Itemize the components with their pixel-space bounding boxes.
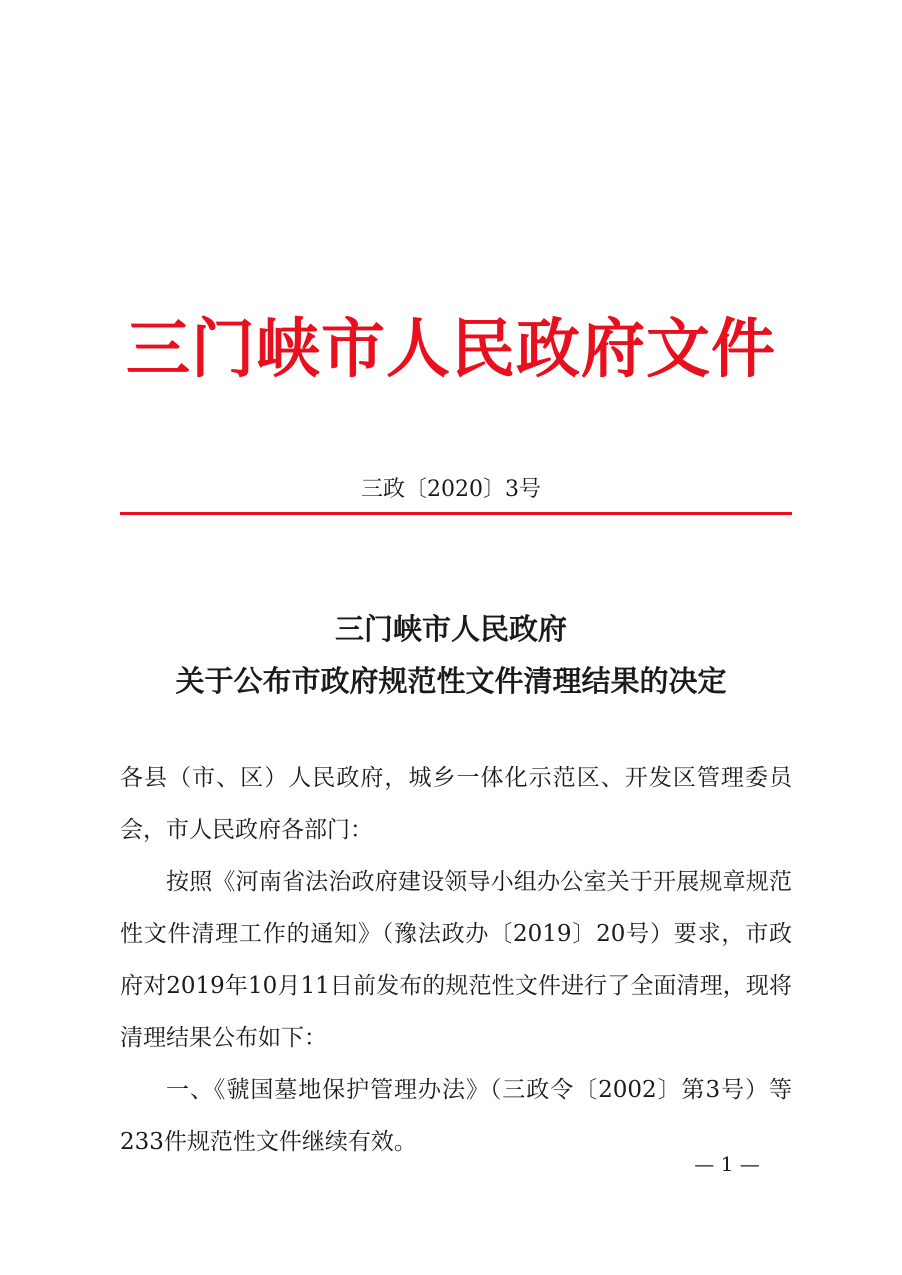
body-paragraph-1: 按照《河南省法治政府建设领导小组办公室关于开展规章规范性文件清理工作的通知》（豫法政办〔2019〕20号）要求，市政府对2019年10月11日前发布的规范性文件进行了全面清理，现将清理结果公布如下： [120, 869, 792, 1051]
document-body [120, 752, 792, 1168]
org-header-title: 三门峡市人民政府文件 [126, 312, 776, 387]
document-title-line-2: 关于公布市政府规范性文件清理结果的决定 [175, 664, 727, 698]
document-title-line-1: 三门峡市人民政府 [334, 612, 567, 646]
red-divider-line [120, 512, 792, 515]
addressee-paragraph: 各县（市、区）人民政府，城乡一体化示范区、开发区管理委员会，市人民政府各部门： [120, 765, 792, 843]
body-paragraph-2: 一、《虢国墓地保护管理办法》（三政令〔2002〕第3号）等233件规范性文件继续有效。 [120, 1077, 792, 1155]
page-number: — 1 — [694, 1152, 760, 1176]
document-number: 三政〔2020〕3号 [361, 477, 541, 502]
